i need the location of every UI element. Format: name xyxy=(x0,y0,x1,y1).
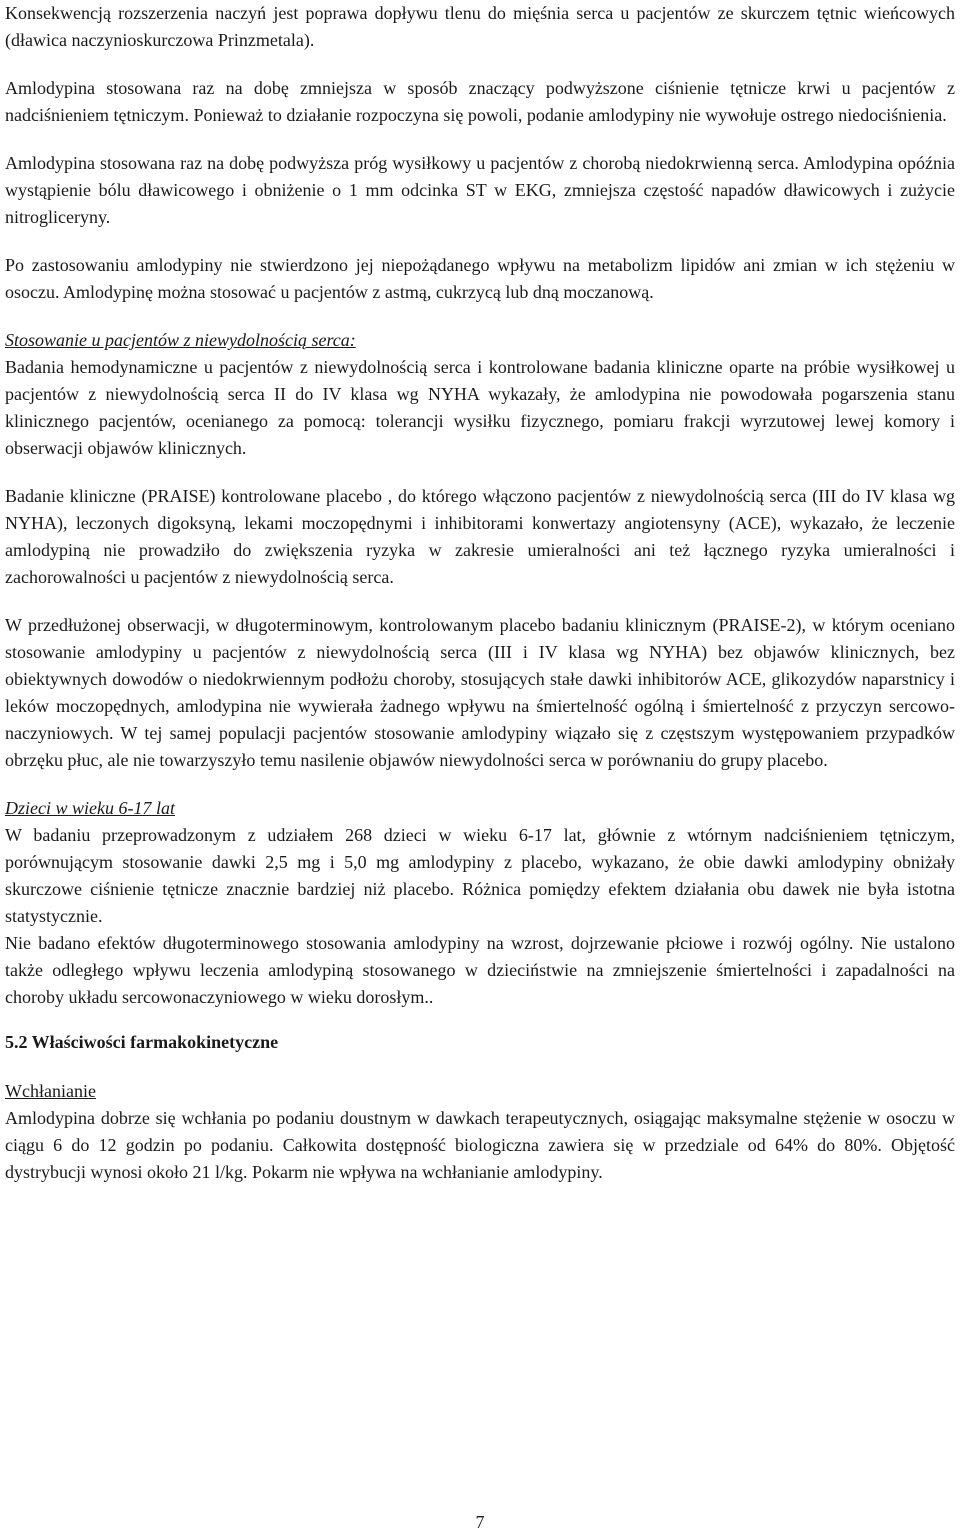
absorption-heading: Wchłanianie xyxy=(5,1081,96,1101)
paragraph-exercise-threshold: Amlodypina stosowana raz na dobę podwyższa próg wysiłkowy u pacjentów z chorobą niedokrwienną serca. Amlodypina opóźnia wystąpienie bólu dławicowego i obniżenie o 1 mm odcinka ST w EKG, zmniejsza częstość napadów dławicowych i zużycie nitrogliceryny. xyxy=(5,153,955,227)
page-number: 7 xyxy=(475,1512,485,1532)
paragraph-hemodynamic-studies: Badania hemodynamiczne u pacjentów z niewydolnością serca i kontrolowane badania kliniczne oparte na próbie wysiłkowej u pacjentów z niewydolnością serca II do IV klasa wg NYHA wykazały, że amlodypina nie powodowała pogarszenia stanu klinicznego pacjentów, ocenianego za pomocą: tolerancji wysiłku fizycznego, pomiaru frakcji wyrzutowej lewej komory i obserwacji objawów klinicznych. xyxy=(5,357,955,458)
paragraph-praise: Badanie kliniczne (PRAISE) kontrolowane placebo , do którego włączono pacjentów z niewydolnością serca (III do IV klasa wg NYHA), leczonych digoksyną, lekami moczopędnymi i inhibitorami konwertazy angiotensyny (ACE), wykazało, że leczenie amlodypiną nie prowadziło do zwiększenia ryzyka w zakresie umieralności ani też łącznego ryzyka umieralności i zachorowalności u pacjentów z niewydolnością serca. xyxy=(5,486,955,587)
document-page xyxy=(5,0,955,1207)
heart-failure-heading: Stosowanie u pacjentów z niewydolnością serca: xyxy=(5,330,356,350)
children-heading: Dzieci w wieku 6-17 lat xyxy=(5,798,175,818)
paragraph-children-study: W badaniu przeprowadzonym z udziałem 268 dzieci w wieku 6-17 lat, głównie z wtórnym nadciśnieniem tętniczym, porównującym stosowanie dawki 2,5 mg i 5,0 mg amlodypiny z placebo, wykazano, że obie dawki amlodypiny obniżały skurczowe ciśnienie tętnicze znacznie bardziej niż placebo. Różnica pomiędzy efektem działania obu dawek nie była istotna statystycznie. xyxy=(5,825,955,926)
paragraph-blood-pressure: Amlodypina stosowana raz na dobę zmniejsza w sposób znaczący podwyższone ciśnienie tętnicze krwi u pacjentów z nadciśnieniem tętniczym. Ponieważ to działanie rozpoczyna się powoli, podanie amlodypiny nie wywołuje ostrego niedociśnienia. xyxy=(5,78,955,125)
paragraph-long-term-effects: Nie badano efektów długoterminowego stosowania amlodypiny na wzrost, dojrzewanie płciowe i rozwój ogólny. Nie ustalono także odległego wpływu leczenia amlodypiną stosowanego w dzieciństwie na zmniejszenie śmiertelności i zapadalności na choroby układu sercowonaczyniowego w wieku dorosłym.. xyxy=(5,933,955,1007)
paragraph-prinzmetal: Konsekwencją rozszerzenia naczyń jest poprawa dopływu tlenu do mięśnia serca u pacjentów ze skurczem tętnic wieńcowych (dławica naczynioskurczowa Prinzmetala). xyxy=(5,3,955,50)
paragraph-lipids: Po zastosowaniu amlodypiny nie stwierdzono jej niepożądanego wpływu na metabolizm lipidów ani zmian w ich stężeniu w osoczu. Amlodypinę można stosować u pacjentów z astmą, cukrzycą lub dną moczanową. xyxy=(5,255,955,302)
section-5-2-heading: 5.2 Właściwości farmakokinetyczne xyxy=(5,1032,279,1052)
paragraph-praise-2: W przedłużonej obserwacji, w długoterminowym, kontrolowanym placebo badaniu klinicznym (PRAISE-2), w którym oceniano stosowanie amlodypiny u pacjentów z niewydolnością serca (III i IV klasa wg NYHA) bez objawów klinicznych, bez obiektywnych dowodów o niedokrwiennym podłożu choroby, stosujących stałe dawki inhibitorów ACE, glikozydów naparstnicy i leków moczopędnych, amlodypina nie wywierała żadnego wpływu na śmiertelność ogólną i śmiertelność z przyczyn sercowo-naczyniowych. W tej samej populacji pacjentów stosowanie amlodypiny wiązało się z częstszym występowaniem przypadków obrzęku płuc, ale nie towarzyszyło temu nasilenie objawów niewydolności serca w porównaniu do grupy placebo. xyxy=(5,615,955,770)
paragraph-absorption: Amlodypina dobrze się wchłania po podaniu doustnym w dawkach terapeutycznych, osiągając maksymalne stężenie w osoczu w ciągu 6 do 12 godzin po podaniu. Całkowita dostępność biologiczna zawiera się w przedziale od 64% do 80%. Objętość dystrybucji wynosi około 21 l/kg. Pokarm nie wpływa na wchłanianie amlodypiny. xyxy=(5,1108,955,1182)
